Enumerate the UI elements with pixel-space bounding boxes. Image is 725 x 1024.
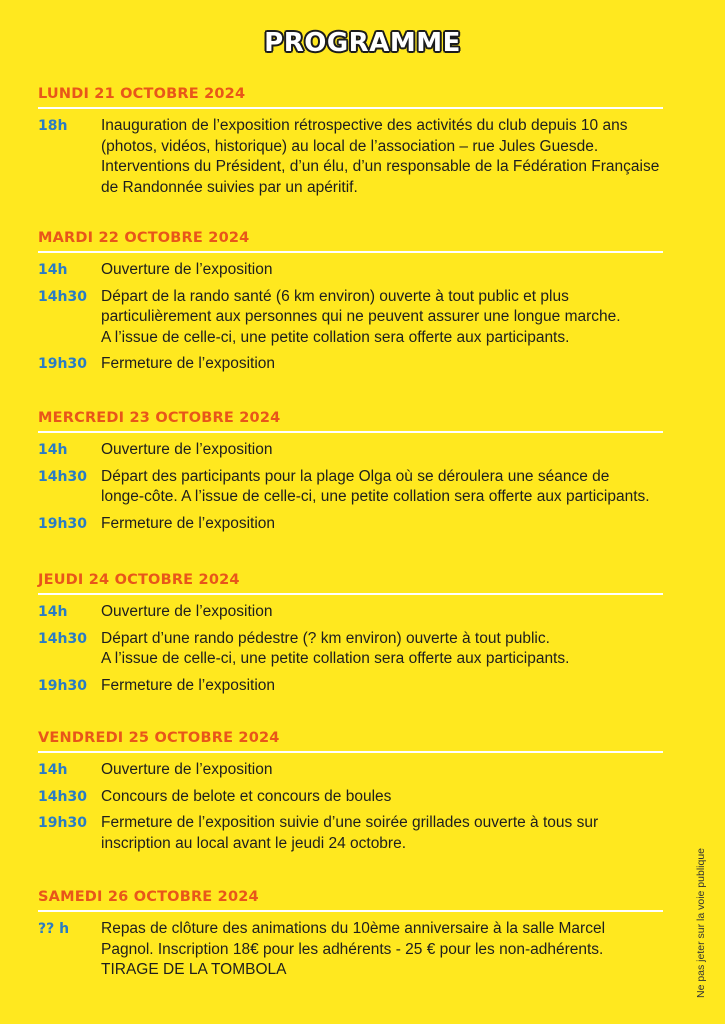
event-time: 14h30	[38, 788, 87, 805]
event-item	[38, 440, 663, 461]
event-time: 19h30	[38, 677, 87, 694]
event-item	[38, 813, 663, 854]
day-section-thursday	[38, 572, 663, 702]
day-heading: VENDREDI 25 OCTOBRE 2024	[38, 730, 663, 753]
event-time: 14h	[38, 762, 68, 778]
day-heading: MERCREDI 23 OCTOBRE 2024	[38, 410, 663, 433]
event-description: Concours de belote et concours de boules	[101, 787, 392, 805]
event-time: 14h	[38, 262, 68, 278]
event-description: Ouverture de l’exposition	[101, 761, 273, 778]
event-list	[38, 760, 663, 854]
day-heading: LUNDI 21 OCTOBRE 2024	[38, 86, 663, 109]
event-description: Départ des participants pour la plage Olga où se déroulera une séance de longe-côte. A l’issue de celle-ci, une petite collation sera offerte aux participants.	[101, 467, 650, 505]
event-item	[38, 260, 663, 281]
day-heading: MARDI 22 OCTOBRE 2024	[38, 230, 663, 253]
event-description: Départ d’une rando pédestre (? km environ) ouverte à tout public. A l’issue de celle-ci, une petite collation sera offerte aux participants.	[101, 629, 570, 667]
event-time: ?? h	[38, 921, 70, 937]
event-item	[38, 629, 663, 670]
day-section-monday	[38, 86, 663, 204]
event-time: 14h30	[38, 630, 87, 647]
event-time: 14h	[38, 442, 68, 458]
event-description: Fermeture de l’exposition	[101, 514, 276, 532]
event-time: 14h30	[38, 288, 87, 305]
event-item	[38, 514, 663, 535]
event-item	[38, 676, 663, 697]
event-description: Fermeture de l’exposition suivie d’une soirée grillades ouverte à tous sur inscription au local avant le jeudi 24 octobre.	[101, 814, 599, 852]
event-time: 14h	[38, 604, 68, 620]
event-list	[38, 440, 663, 534]
event-description: Fermeture de l’exposition	[101, 355, 276, 372]
day-heading: JEUDI 24 OCTOBRE 2024	[38, 572, 663, 595]
event-description: Inauguration de l’exposition rétrospective des activités du club depuis 10 ans (photos, vidéos, historique) au local de l’association – rue Jules Guesde. Interventions du Président, d’un élu, d’un responsable de la Fédération Française de Randonnée suivies par un apéritif.	[101, 117, 660, 196]
event-list	[38, 260, 663, 375]
day-section-wednesday	[38, 410, 663, 540]
event-item	[38, 787, 663, 808]
event-description: Fermeture de l’exposition	[101, 676, 276, 694]
event-item	[38, 287, 663, 349]
event-description: Ouverture de l’exposition	[101, 441, 273, 458]
event-time: 19h30	[38, 356, 87, 372]
event-time: 19h30	[38, 515, 87, 532]
event-description: Ouverture de l’exposition	[101, 603, 273, 620]
day-heading: SAMEDI 26 OCTOBRE 2024	[38, 889, 663, 912]
page-title: PROGRAMME	[264, 28, 461, 58]
event-item	[38, 116, 663, 198]
day-section-saturday	[38, 889, 663, 987]
event-time: 18h	[38, 118, 68, 134]
event-description: Repas de clôture des animations du 10ème anniversaire à la salle Marcel Pagnol. Inscription 18€ pour les adhérents - 25 € pour les non-adhérents. TIRAGE DE LA TOMBOLA	[101, 920, 606, 978]
event-list	[38, 602, 663, 696]
day-section-tuesday	[38, 230, 663, 381]
event-item	[38, 467, 663, 508]
side-note: Ne pas jeter sur la voie publique	[695, 847, 707, 998]
event-time: 19h30	[38, 815, 87, 831]
event-time: 14h30	[38, 468, 87, 485]
event-description: Départ de la rando santé (6 km environ) ouverte à tout public et plus particulièrement aux personnes qui ne peuvent assurer une longue marche. A l’issue de celle-ci, une petite collation sera offerte aux participants.	[101, 287, 621, 346]
event-item	[38, 919, 663, 981]
event-item	[38, 760, 663, 781]
event-list	[38, 919, 663, 981]
event-item	[38, 602, 663, 623]
event-list	[38, 116, 663, 198]
event-description: Ouverture de l’exposition	[101, 261, 273, 278]
day-section-friday	[38, 730, 663, 860]
event-item	[38, 354, 663, 375]
